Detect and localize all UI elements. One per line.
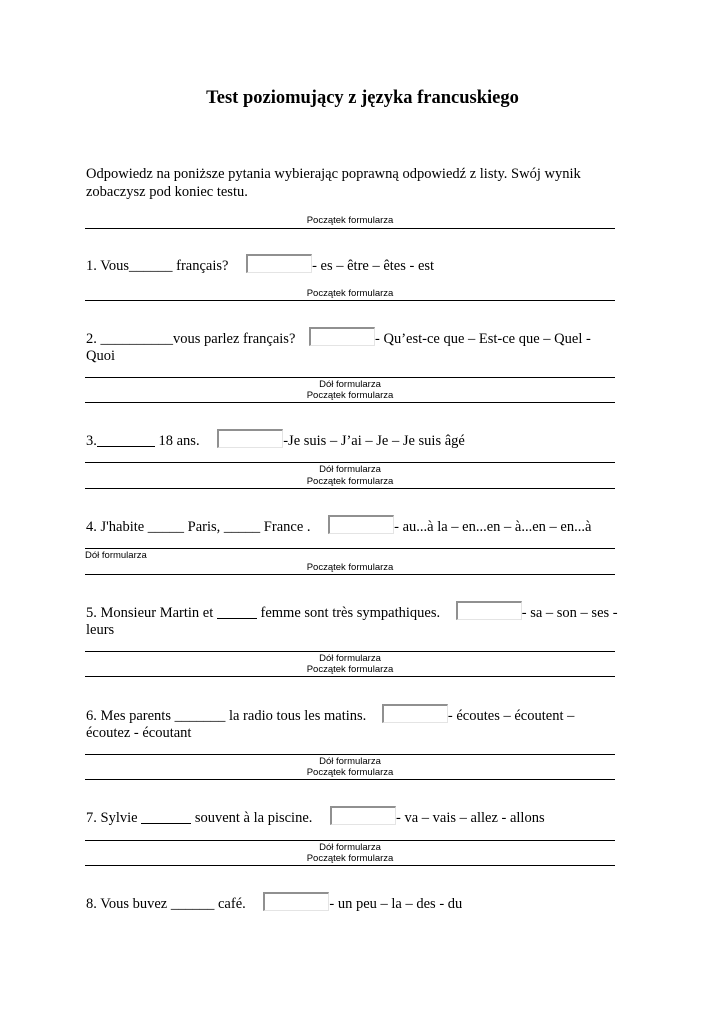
form-start-marker: Początek formularza: [306, 215, 394, 226]
answer-options: - es – être – êtes - est: [312, 258, 435, 274]
answer-select-8[interactable]: [263, 892, 329, 911]
question-number: 6.: [86, 708, 97, 724]
answer-select-7[interactable]: [330, 806, 396, 825]
answer-select-6[interactable]: [382, 704, 448, 723]
form-end-marker: Dół formularza: [85, 550, 147, 561]
question-number: 4.: [86, 519, 97, 535]
question-6: [86, 704, 621, 742]
form-start-marker: Początek formularza: [306, 476, 394, 487]
instructions: Odpowiedz na poniższe pytania wybierając poprawną odpowiedź z listy. Swój wynik zobaczysz pod koniec testu.: [86, 166, 581, 200]
answer-options: - au...à la – en...en – à...en – en...à: [394, 519, 592, 535]
question-7: [86, 806, 621, 827]
question-text: J'habite _____ Paris, _____ France .: [100, 519, 311, 535]
question-2: [86, 327, 621, 365]
divider: [85, 676, 615, 677]
form-start-marker: Początek formularza: [306, 288, 394, 299]
divider: [85, 865, 615, 866]
divider: [85, 574, 615, 575]
question-3: [86, 429, 621, 450]
question-text: Mes parents _______ la radio tous les matins.: [100, 708, 367, 724]
divider: [85, 300, 615, 301]
page-title: Test poziomujący z języka francuskiego: [206, 88, 519, 108]
question-text: Vous buvez ______ café.: [100, 896, 246, 912]
form-start-marker: Początek formularza: [306, 664, 394, 675]
answer-options: - écoutes – écoutent – écoutez - écoutant: [86, 708, 575, 741]
divider: [85, 377, 615, 378]
divider: [85, 754, 615, 755]
question-number: 5.: [86, 605, 97, 621]
divider: [85, 651, 615, 652]
divider: [85, 488, 615, 489]
question-1: [86, 254, 621, 275]
answer-options: - va – vais – allez - allons: [396, 810, 545, 826]
form-end-marker: Dół formularza: [319, 756, 381, 767]
question-text: 18 ans.: [158, 433, 200, 449]
form-end-marker: Dół formularza: [319, 653, 381, 664]
form-end-marker: Dół formularza: [319, 464, 381, 475]
question-text: Vous______ français?: [100, 258, 229, 274]
form-end-marker: Dół formularza: [319, 379, 381, 390]
answer-options: -Je suis – J’ai – Je – Je suis âgé: [283, 433, 465, 449]
divider: [85, 462, 615, 463]
question-text: __________vous parlez français?: [100, 331, 296, 347]
answer-select-3[interactable]: [217, 429, 283, 448]
form-start-marker: Początek formularza: [306, 562, 394, 573]
form-start-marker: Początek formularza: [306, 390, 394, 401]
question-5: [86, 601, 621, 639]
answer-select-4[interactable]: [328, 515, 394, 534]
answer-options: - Qu’est-ce que – Est-ce que – Quel - Quoi: [86, 331, 591, 364]
divider: [85, 779, 615, 780]
answer-options: - un peu – la – des - du: [329, 896, 463, 912]
form-end-marker: Dół formularza: [319, 842, 381, 853]
divider: [85, 228, 615, 229]
form-start-marker: Początek formularza: [306, 767, 394, 778]
divider: [85, 402, 615, 403]
question-text: Sylvie: [100, 810, 138, 826]
question-number: 8.: [86, 896, 97, 912]
question-4: [86, 515, 621, 536]
question-number: 2.: [86, 331, 97, 347]
answer-select-5[interactable]: [456, 601, 522, 620]
answer-options: - sa – son – ses - leurs: [86, 605, 618, 638]
divider: [85, 840, 615, 841]
divider: [85, 548, 615, 549]
question-number: 3.: [86, 433, 97, 449]
answer-select-2[interactable]: [309, 327, 375, 346]
question-text-2: souvent à la piscine.: [194, 810, 313, 826]
form-start-marker: Początek formularza: [306, 853, 394, 864]
question-number: 1.: [86, 258, 97, 274]
question-text-2: femme sont très sympathiques.: [260, 605, 441, 621]
answer-select-1[interactable]: [246, 254, 312, 273]
question-text: Monsieur Martin et: [100, 605, 214, 621]
question-number: 7.: [86, 810, 97, 826]
question-8: [86, 892, 621, 913]
